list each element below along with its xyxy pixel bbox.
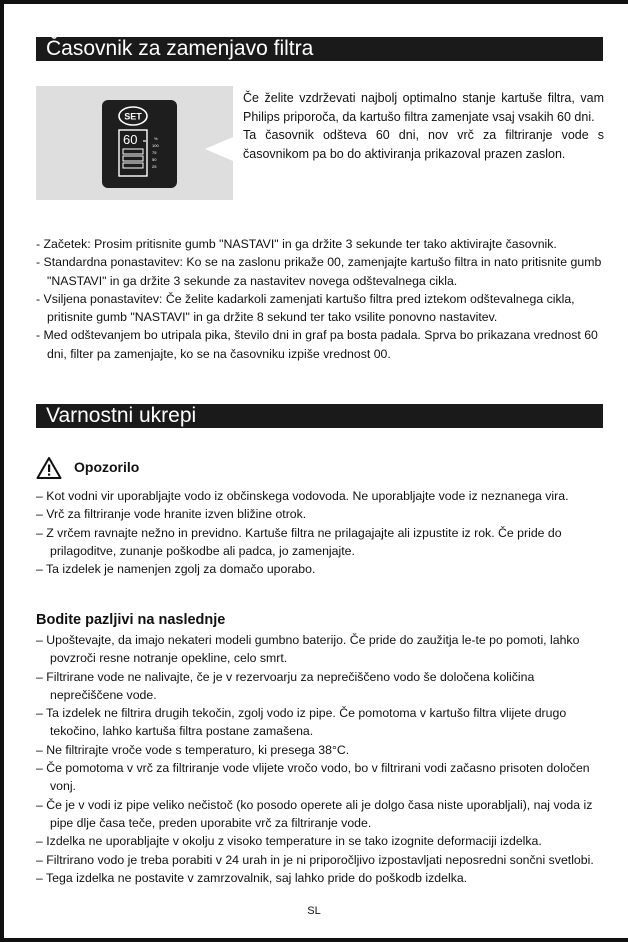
timer-display-icon [102, 100, 177, 188]
lcd-bar-1 [123, 149, 143, 154]
scale-unit: % [154, 136, 158, 141]
list-item: - Standardna ponastavitev: Ko se na zaslonu prikaže 00, zamenjajte kartušo filtra in nato pritisnite gumb "NASTAVI" in ga držite 3 sekunde za nastavitev novega odštevalnega cikla. [36, 255, 602, 288]
list-item: – Vrč za filtriranje vode hranite izven bližine otrok. [36, 507, 307, 522]
scale-50: 50 [152, 157, 157, 162]
scale-75: 75 [152, 150, 157, 155]
list-item: – Ta izdelek ne filtrira drugih tekočin, zgolj vodo iz pipe. Če pomotoma v kartušo filtra vlijete drugo tekočino, lahko kartuša filtra postane zamašena. [36, 706, 567, 739]
list-item: - Vsiljena ponastavitev: Če želite kadarkoli zamenjati kartušo filtra pred iztekom odštevalnega cikla, pritisnite gumb "NASTAVI" in ga držite 8 sekund ter tako vsilite ponovno nastavitev. [36, 291, 575, 325]
caution-heading: Bodite pazljivi na naslednje [36, 612, 226, 628]
scale-100: 100 [152, 143, 159, 148]
list-item: - Med odštevanjem bo utripala pika, število dni in graf pa bosta padala. Sprva bo prikazana vrednost 60 dni, filter pa zamenjajte, ko se na časovniku izpiše vrednost 00. [36, 328, 598, 361]
callout-pointer [205, 137, 233, 161]
page-border-bottom [0, 938, 628, 942]
list-item: – Izdelka ne uporabljajte v okolju z visoko temperature in se tako izognite deformaciji izdelka. [36, 834, 542, 849]
lcd-days-number: 60 [123, 132, 138, 147]
list-item: – Ne filtrirajte vroče vode s temperaturo, ki presega 38°C. [36, 742, 350, 757]
list-item: – Z vrčem ravnajte nežno in previdno. Kartuše filtra ne prilagajajte ali izpustite iz rok. Če pride do prilagoditve, zunanje poškodbe ali padca, jo zamenjajte. [36, 525, 562, 558]
page-language-label: SL [307, 905, 321, 917]
warning-list [36, 487, 606, 578]
scale-25: 25 [152, 164, 157, 169]
list-item: – Tega izdelka ne postavite v zamrzovalnik, saj lahko pride do poškodb izdelka. [36, 870, 468, 885]
intro-paragraph: Če želite vzdrževati najbolj optimalno stanje kartuše filtra, vam Philips priporoča, da kartušo filtra zamenjate vsaj vsakih 60 dni. Ta časovnik odšteva 60 dni, nov vrč za filtriranje vode s časovnikom pa bo do aktiviranja prikazoval prazen zaslon. [243, 91, 604, 161]
page-border-left [0, 0, 4, 942]
list-item: – Če pomotoma v vrč za filtriranje vode vlijete vročo vodo, bo v filtrirani vodi začasno prisoten določen vonj. [36, 761, 590, 794]
intro-text [243, 89, 604, 163]
list-item: – Filtrirano vodo je treba porabiti v 24 urah in je ni priporočljivo izpostavljati neposredni sončni svetlobi. [36, 852, 594, 867]
lcd-bar-3 [123, 163, 143, 168]
timer-device [102, 100, 177, 188]
list-item: – Ta izdelek je namenjen zgolj za domačo uporabo. [36, 562, 316, 577]
list-item: – Filtrirane vode ne nalivajte, če je v rezervoarju za neprečiščeno vodo še določena količina neprečiščene vode. [36, 669, 535, 702]
list-item: – Kot vodni vir uporabljajte vodo iz občinskega vodovoda. Ne uporabljajte vode iz neznanega vira. [36, 489, 569, 503]
caution-list [36, 631, 606, 887]
timer-instructions-list [36, 235, 606, 363]
lcd-bar-2 [123, 156, 143, 161]
list-item: - Začetek: Prosim pritisnite gumb "NASTAVI" in ga držite 3 sekunde ter tako aktivirajte časovnik. [36, 237, 557, 251]
list-item: – Upoštevajte, da imajo nekateri modeli gumbno baterijo. Če pride do zaužitja le-te po pomoti, lahko povzroči resne notranje opekline, celo smrt. [36, 633, 580, 666]
page-border-top [0, 0, 628, 4]
section-title-safety: Varnostni ukrepi [36, 404, 603, 428]
section-title-filter-timer: Časovnik za zamenjavo filtra [36, 37, 603, 61]
warning-triangle-icon [36, 456, 62, 480]
timer-illustration [36, 86, 233, 200]
list-item: – Če je v vodi iz pipe veliko nečistoč (ko posodo operete ali je dolgo časa niste uporabljali), naj voda iz pipe dlje časa teče, preden uporabite vrč za filtriranje vode. [36, 797, 593, 830]
warning-label: Opozorilo [74, 459, 140, 475]
set-button-label: SET [124, 111, 142, 122]
warning-header [36, 456, 140, 480]
